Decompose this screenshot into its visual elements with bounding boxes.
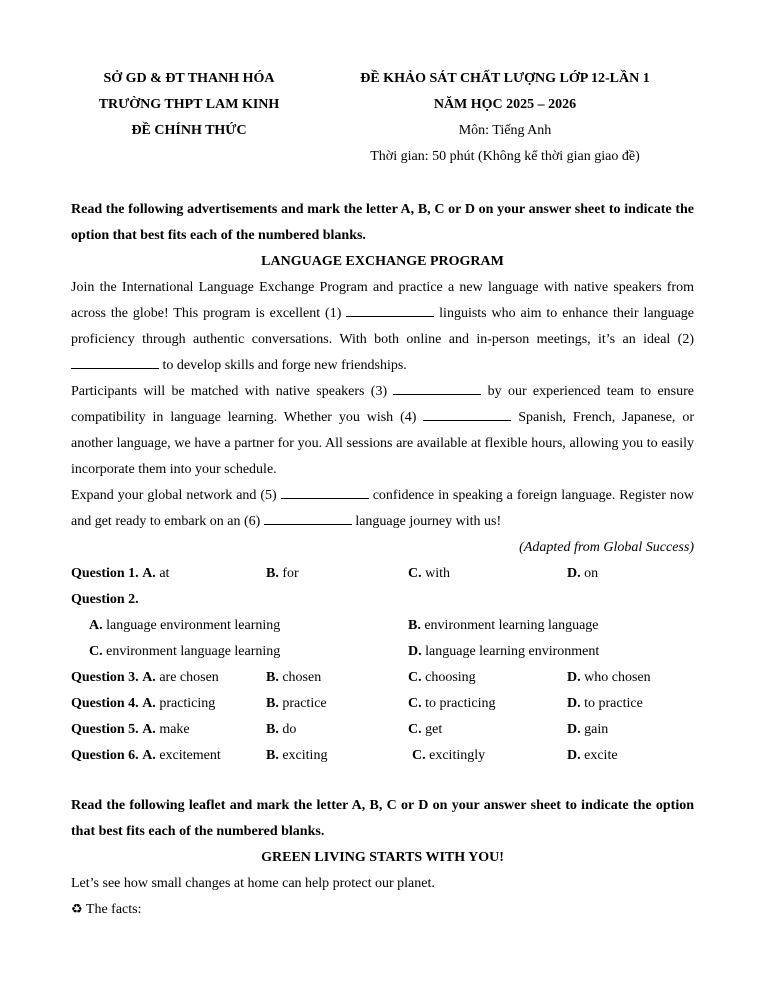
facts-label: The facts: <box>85 902 142 917</box>
header-right <box>330 66 680 170</box>
option-letter: C. <box>89 644 103 659</box>
option-d[interactable]: excite <box>584 748 618 763</box>
passage-text: to develop skills and forge new friendships. <box>162 358 407 373</box>
blank-5 <box>281 486 369 499</box>
school-year: NĂM HỌC 2025 – 2026 <box>433 97 577 112</box>
option-d[interactable]: language learning environment <box>425 644 600 659</box>
subject: Môn: Tiếng Anh <box>458 123 552 138</box>
passage-text: linguists who aim to enhance their language proficiency through authentic conversations. With both online and in-person meetings, it’s an ideal (2) <box>71 306 695 347</box>
question-2-row-2 <box>71 639 694 665</box>
passage-text: Expand your global network and (5) <box>71 488 277 503</box>
question-label: Question 3. <box>71 670 139 685</box>
option-letter: D. <box>567 722 581 737</box>
option-d[interactable]: who chosen <box>584 670 651 685</box>
header-left <box>70 66 308 144</box>
option-c[interactable]: with <box>425 566 451 581</box>
option-b[interactable]: exciting <box>282 748 328 763</box>
option-letter: A. <box>89 618 103 633</box>
option-b[interactable]: chosen <box>282 670 322 685</box>
option-letter: B. <box>266 670 279 685</box>
option-letter: B. <box>266 696 279 711</box>
blank-1 <box>346 304 434 317</box>
passage-text: confidence in speaking a foreign language. Register now and get ready to embark on an (6) <box>71 488 695 529</box>
option-letter: B. <box>266 748 279 763</box>
passage-text: language journey with us! <box>355 514 502 529</box>
option-d[interactable]: on <box>584 566 599 581</box>
option-letter: D. <box>408 644 422 659</box>
passage-text: Participants will be matched with native speakers (3) <box>71 384 388 399</box>
question-label: Question 2. <box>71 592 139 607</box>
option-letter: C. <box>412 748 426 763</box>
section1-title: LANGUAGE EXCHANGE PROGRAM <box>261 254 504 269</box>
option-a[interactable]: practicing <box>159 696 216 711</box>
question-1 <box>71 561 694 587</box>
recycle-icon: ♻ <box>71 902 83 917</box>
leaflet-intro: Let’s see how small changes at home can help protect our planet. <box>71 876 435 891</box>
option-c[interactable]: environment language learning <box>106 644 281 659</box>
question-5 <box>71 717 694 743</box>
section1-instruction: Read the following advertisements and mark the letter A, B, C or D on your answer sheet to indicate the option that best fits each of the numbered blanks. <box>71 202 694 243</box>
department-name: SỞ GD & ĐT THANH HÓA <box>103 71 275 86</box>
section2-title: GREEN LIVING STARTS WITH YOU! <box>261 850 504 865</box>
option-letter: A. <box>142 748 156 763</box>
option-letter: D. <box>567 566 581 581</box>
option-letter: C. <box>408 670 422 685</box>
option-b[interactable]: practice <box>282 696 327 711</box>
option-a[interactable]: are chosen <box>159 670 219 685</box>
passage-text: Join the International Language Exchange Program and practice a new language with native speakers from across the globe! This program is excellent (1) <box>71 280 694 321</box>
option-letter: A. <box>142 566 156 581</box>
option-c[interactable]: excitingly <box>429 748 486 763</box>
option-a[interactable]: excitement <box>159 748 221 763</box>
option-letter: B. <box>266 722 279 737</box>
passage-paragraph-2 <box>71 379 694 483</box>
official-label: ĐỀ CHÍNH THỨC <box>131 123 247 138</box>
question-3 <box>71 665 694 691</box>
option-c[interactable]: to practicing <box>425 696 496 711</box>
option-letter: A. <box>142 722 156 737</box>
passage-text: by our experienced team to ensure compatibility in language learning. Whether you wish (4) <box>71 384 694 425</box>
option-b[interactable]: do <box>282 722 297 737</box>
question-label: Question 4. <box>71 696 139 711</box>
facts-heading <box>71 897 694 923</box>
option-letter: A. <box>142 696 156 711</box>
option-b[interactable]: for <box>282 566 299 581</box>
question-2-label-row <box>71 587 694 613</box>
option-letter: C. <box>408 566 422 581</box>
passage-paragraph-3 <box>71 483 694 535</box>
blank-2 <box>71 356 159 369</box>
option-c[interactable]: choosing <box>425 670 476 685</box>
exam-title: ĐỀ KHẢO SÁT CHẤT LƯỢNG LỚP 12-LẦN 1 <box>360 71 650 86</box>
option-a[interactable]: make <box>159 722 190 737</box>
question-4 <box>71 691 694 717</box>
option-letter: B. <box>408 618 421 633</box>
option-letter: C. <box>408 722 422 737</box>
exam-content <box>71 197 694 923</box>
blank-4 <box>423 408 511 421</box>
option-letter: A. <box>142 670 156 685</box>
option-letter: D. <box>567 670 581 685</box>
option-b[interactable]: environment learning language <box>424 618 599 633</box>
question-label: Question 1. <box>71 566 139 581</box>
passage-text: Spanish, French, Japanese, or another language, we have a partner for you. All sessions are available at flexible hours, allowing you to easily incorporate them into your schedule. <box>71 410 694 477</box>
blank-6 <box>264 512 352 525</box>
time-limit: Thời gian: 50 phút (Không kể thời gian giao đề) <box>370 149 640 164</box>
option-letter: D. <box>567 748 581 763</box>
passage-paragraph-1 <box>71 275 694 379</box>
question-label: Question 6. <box>71 748 139 763</box>
option-d[interactable]: gain <box>584 722 609 737</box>
option-letter: D. <box>567 696 581 711</box>
question-2-row-1 <box>71 613 694 639</box>
school-name: TRƯỜNG THPT LAM KINH <box>98 97 280 112</box>
option-a[interactable]: language environment learning <box>106 618 281 633</box>
question-label: Question 5. <box>71 722 139 737</box>
option-c[interactable]: get <box>425 722 443 737</box>
option-letter: C. <box>408 696 422 711</box>
option-d[interactable]: to practice <box>584 696 643 711</box>
blank-3 <box>393 382 481 395</box>
option-letter: B. <box>266 566 279 581</box>
question-6 <box>71 743 694 769</box>
passage-source: (Adapted from Global Success) <box>519 540 694 555</box>
section2-instruction: Read the following leaflet and mark the letter A, B, C or D on your answer sheet to indicate the option that best fits each of the numbered blanks. <box>71 798 694 839</box>
option-a[interactable]: at <box>159 566 170 581</box>
